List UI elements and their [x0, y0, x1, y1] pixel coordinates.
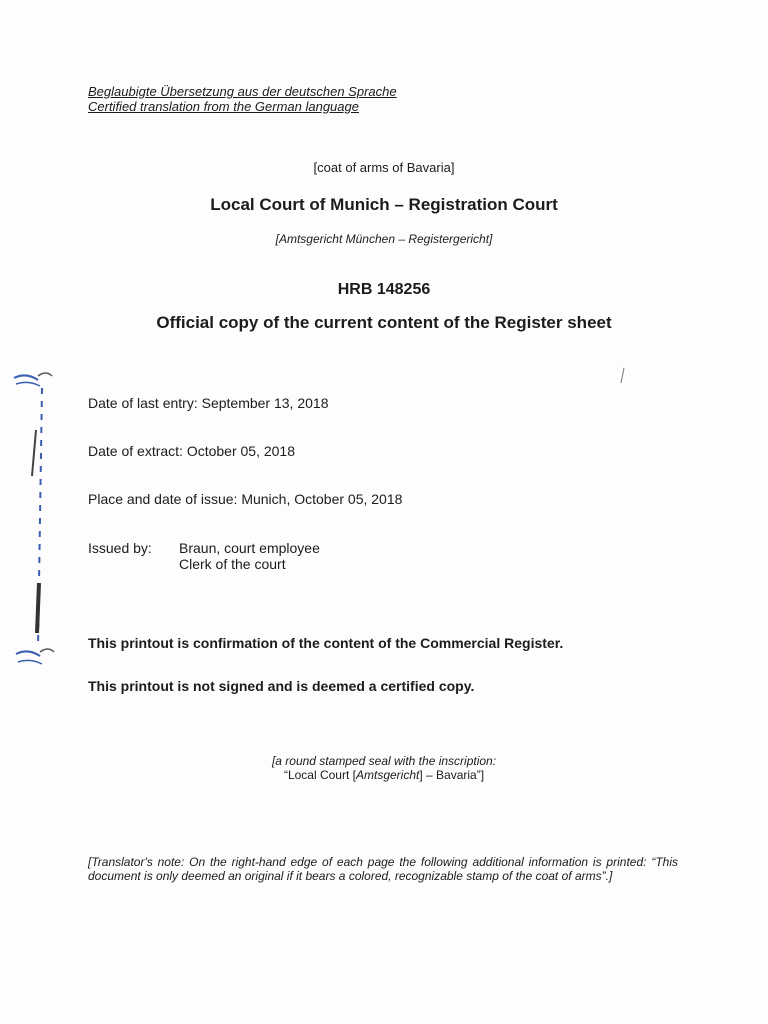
not-signed-statement: This printout is not signed and is deemed a certified copy. — [88, 678, 475, 694]
seal-line-2: “Local Court [Amtsgericht] – Bavaria”] — [283, 768, 485, 782]
register-number: HRB 148256 — [337, 281, 431, 298]
court-name: Local Court of Munich – Registration Court — [210, 195, 558, 214]
seal-description — [0, 754, 768, 782]
coat-of-arms-note: [coat of arms of Bavaria] — [313, 160, 455, 175]
seal-line-1: [a round stamped seal with the inscription: — [271, 754, 497, 768]
header-german-line: Beglaubigte Übersetzung aus der deutschen Sprache — [88, 84, 397, 99]
translator-note: [Translator's note: On the right-hand edge of each page the following additional information is printed: “This document is only deemed an original if it bears a colored, recognizable stamp of the coat of arms”.] — [88, 855, 678, 883]
date-last-entry: Date of last entry: September 13, 2018 — [88, 395, 329, 411]
issued-by-role: Clerk of the court — [179, 556, 286, 572]
document-title: Official copy of the current content of the Register sheet — [156, 313, 612, 332]
issued-by-name: Braun, court employee — [179, 540, 320, 556]
header-english-line: Certified translation from the German language — [88, 99, 359, 114]
ribbon-binding-icon — [10, 368, 60, 678]
date-extract: Date of extract: October 05, 2018 — [88, 443, 296, 459]
place-date-issue: Place and date of issue: Munich, October 05, 2018 — [88, 491, 403, 507]
issued-by-value — [179, 540, 320, 572]
pen-mark-icon — [618, 366, 628, 386]
issued-by-label: Issued by: — [88, 540, 152, 556]
confirmation-statement: This printout is confirmation of the content of the Commercial Register. — [88, 635, 564, 651]
court-name-german: [Amtsgericht München – Registergericht] — [275, 232, 493, 246]
